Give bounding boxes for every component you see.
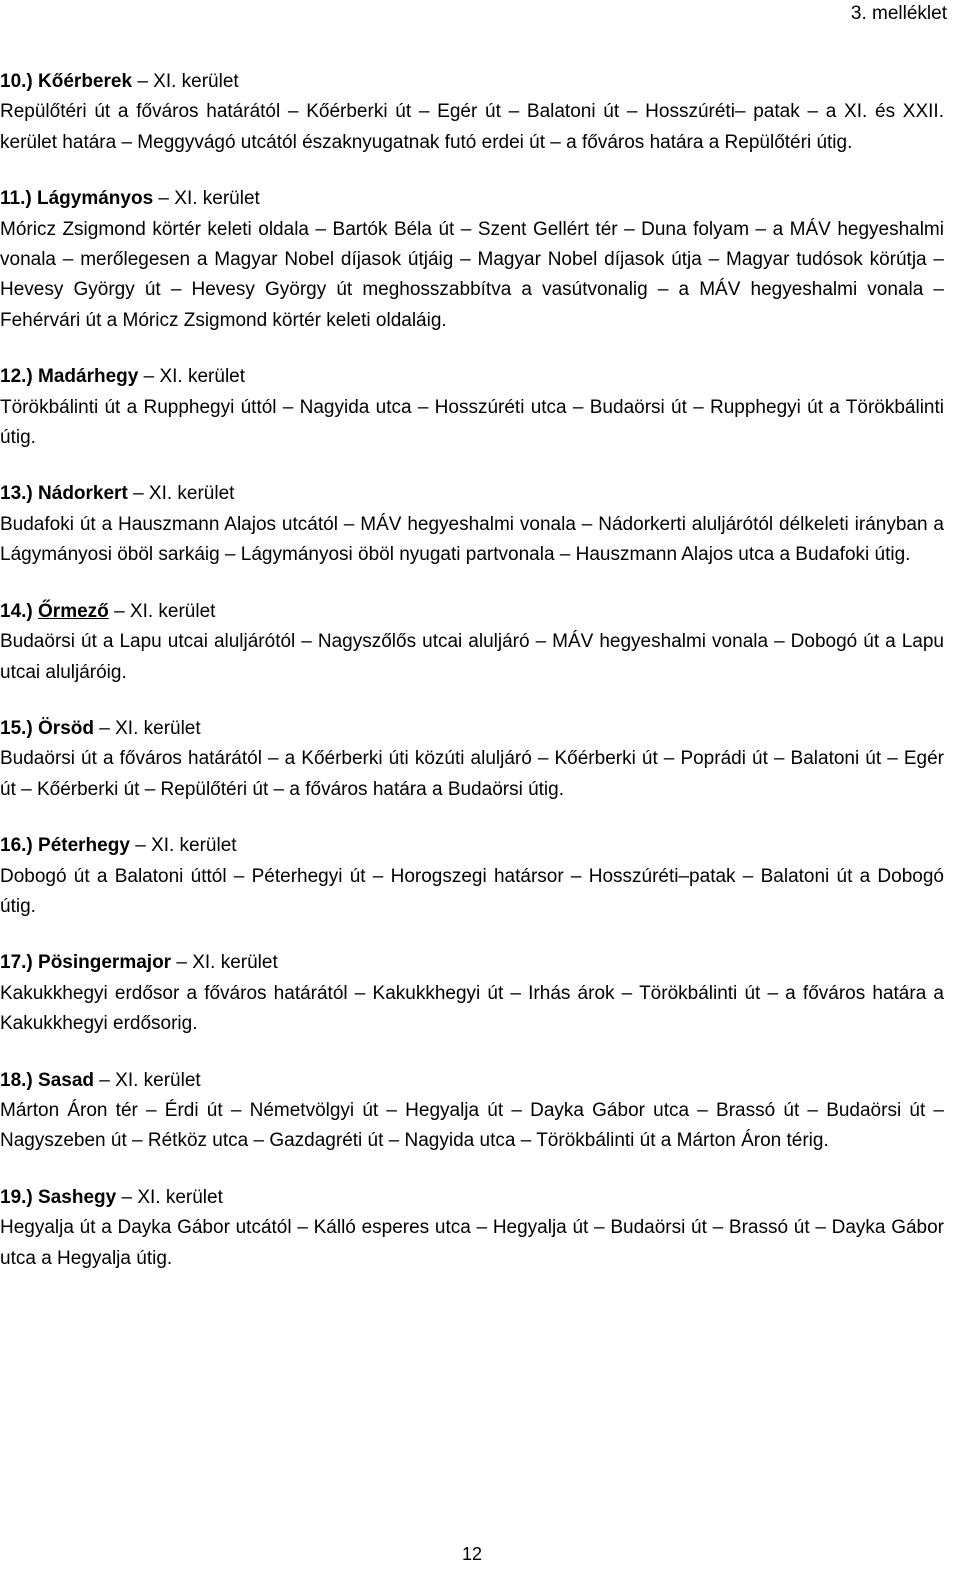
section-district: – XI. kerület	[158, 188, 260, 210]
section-name: Őrmező	[38, 600, 109, 622]
page-number: 12	[461, 1544, 483, 1564]
document-body	[0, 67, 944, 1300]
section-heading	[0, 184, 944, 214]
section-heading	[0, 479, 944, 509]
section-description: Kakukkhegyi erdősor a főváros határától – Kakukkhegyi út – Irhás árok – Törökbálinti út – a főváros határa a Kakukkhegyi erdősorig.	[0, 982, 944, 1035]
section-pösingermajor	[0, 948, 944, 1039]
section-number: 19.)	[0, 1186, 33, 1208]
section-district: – XI. kerület	[121, 1186, 223, 1208]
section-őrmező	[0, 597, 944, 688]
section-description: Budafoki út a Hauszmann Alajos utcától – MÁV hegyeshalmi vonala – Nádorkerti aluljárótól délkeleti irányban a Lágymányosi öböl sarkáig – Lágymányosi öböl nyugati partvonala – Hauszmann Alajos utca a Budafoki útig.	[0, 513, 944, 566]
section-madárhegy	[0, 362, 944, 453]
section-number: 14.)	[0, 600, 33, 622]
section-heading	[0, 714, 944, 744]
section-name: Sasad	[38, 1069, 95, 1091]
section-heading	[0, 1066, 944, 1096]
section-description: Budaörsi út a Lapu utcai aluljárótól – Nagyszőlős utcai aluljáró – MÁV hegyeshalmi vonala – Dobogó út a Lapu utcai aluljáróig.	[0, 631, 944, 683]
section-name: Kőérberek	[38, 71, 133, 92]
section-name: Nádorkert	[38, 483, 128, 505]
section-number: 17.)	[0, 952, 33, 974]
section-district: – XI. kerület	[176, 952, 278, 974]
section-number: 15.)	[0, 717, 33, 739]
section-kőérberek	[0, 67, 944, 158]
section-district: – XI. kerület	[143, 366, 246, 388]
section-nádorkert	[0, 479, 944, 570]
section-district: – XI. kerület	[99, 1069, 201, 1091]
section-description: Repülőtéri út a főváros határától – Kőérberki út – Egér út – Balatoni út – Hosszúréti– patak – a XI. és XXII. kerület határa – Meggyvágó utcától északnyugatnak futó erdei út – a főváros határa a Repülőtéri útig.	[0, 101, 944, 153]
section-description: Budaörsi út a főváros határától – a Kőérberki úti közúti aluljáró – Kőérberki út – Poprádi út – Balatoni út – Egér út – Kőérberki út – Repülőtéri út – a főváros határa a Budaörsi útig.	[0, 748, 944, 800]
section-heading	[0, 362, 944, 392]
section-sasad	[0, 1066, 944, 1157]
section-name: Örsöd	[38, 717, 94, 739]
section-district: – XI. kerület	[114, 600, 216, 622]
section-district: – XI. kerület	[99, 717, 201, 739]
section-name: Lágymányos	[36, 188, 154, 210]
section-number: 12.)	[0, 366, 33, 388]
section-name: Pösingermajor	[38, 952, 172, 974]
section-description: Márton Áron tér – Érdi út – Németvölgyi út – Hegyalja út – Dayka Gábor utca – Brassó út – Budaörsi út – Nagyszeben út – Rétköz utca – Gazdagréti út – Nagyida utca – Törökbálinti út a Márton Áron térig.	[0, 1099, 944, 1152]
section-number: 16.)	[0, 835, 33, 857]
section-lágymányos	[0, 184, 944, 336]
section-description: Törökbálinti út a Rupphegyi úttól – Nagyida utca – Hosszúréti utca – Budaörsi út – Rupphegyi út a Törökbálinti útig.	[0, 396, 944, 449]
section-heading	[0, 597, 944, 627]
section-district: – XI. kerület	[133, 483, 235, 505]
section-description: Móricz Zsigmond körtér keleti oldala – Bartók Béla út – Szent Gellért tér – Duna folyam – a MÁV hegyeshalmi vonala – merőlegesen a Magyar Nobel díjasok útjáig – Magyar Nobel díjasok útja – Magyar tudósok körútja – Hevesy György út – Hevesy György út meghosszabbítva a vasútvonalig – a MÁV hegyeshalmi vonala – Fehérvári út a Móricz Zsigmond körtér keleti oldaláig.	[0, 218, 944, 331]
section-name: Madárhegy	[38, 366, 139, 388]
section-péterhegy	[0, 831, 944, 922]
section-name: Sashegy	[38, 1186, 117, 1208]
section-number: 13.)	[0, 483, 33, 505]
section-heading	[0, 948, 944, 978]
section-district: – XI. kerület	[137, 71, 239, 92]
section-heading	[0, 1183, 944, 1213]
annex-label: 3. melléklet	[850, 3, 947, 24]
section-description: Hegyalja út a Dayka Gábor utcától – Kálló esperes utca – Hegyalja út – Budaörsi út – Brassó út – Dayka Gábor utca a Hegyalja útig.	[0, 1217, 944, 1269]
section-number: 10.)	[0, 71, 33, 92]
section-örsöd	[0, 714, 944, 805]
section-district: – XI. kerület	[135, 835, 237, 857]
section-number: 11.)	[0, 188, 32, 210]
section-heading	[0, 67, 944, 97]
section-name: Péterhegy	[38, 835, 130, 857]
section-sashegy	[0, 1183, 944, 1274]
section-description: Dobogó út a Balatoni úttól – Péterhegyi út – Horogszegi határsor – Hosszúréti–patak – Balatoni út a Dobogó útig.	[0, 865, 944, 917]
section-number: 18.)	[0, 1069, 33, 1091]
section-heading	[0, 831, 944, 861]
